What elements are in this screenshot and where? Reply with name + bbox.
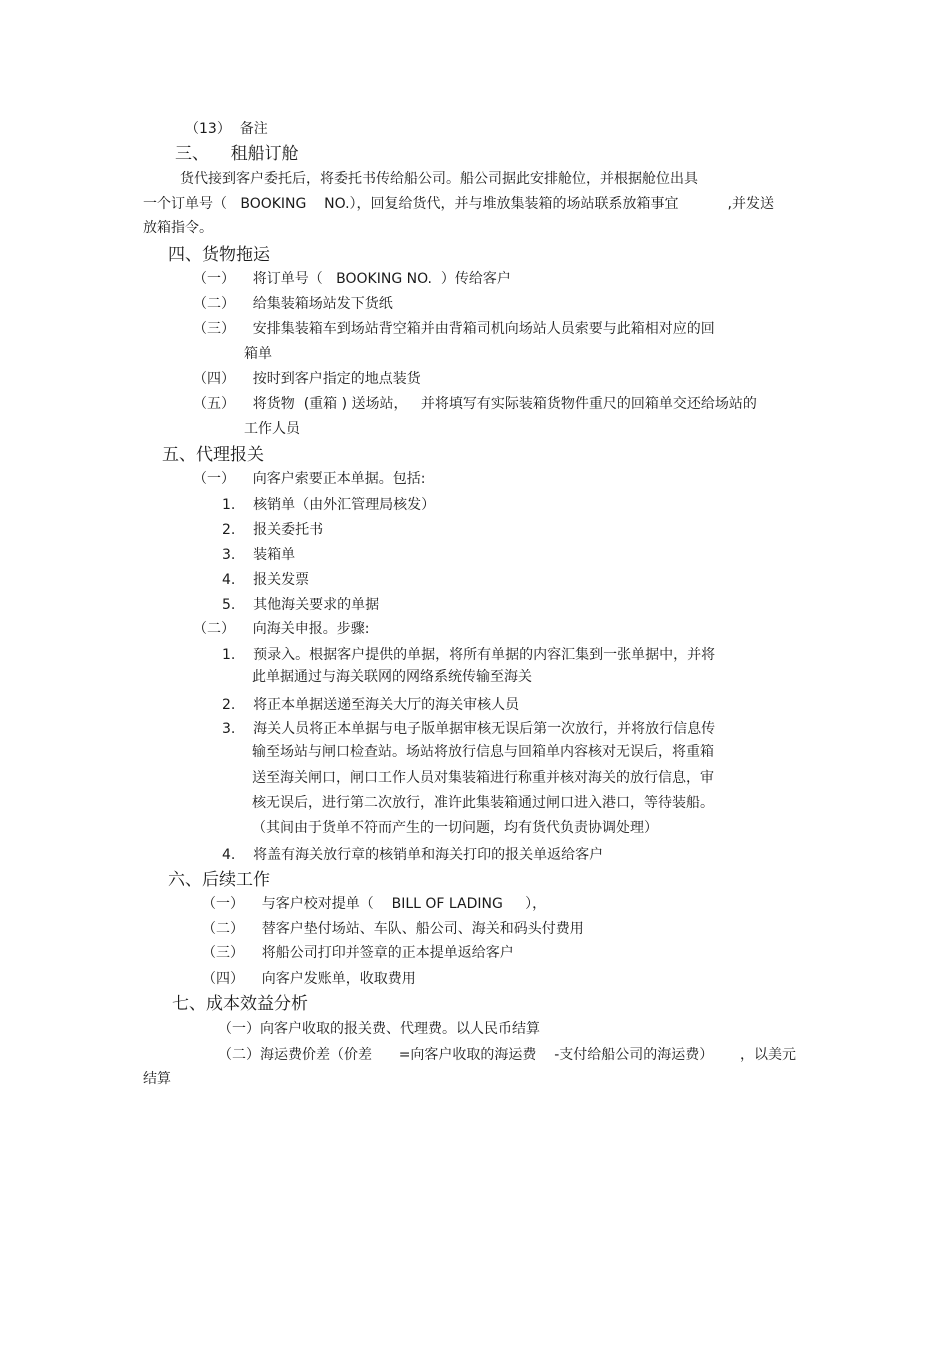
- list-item: （一）向客户收取的报关费、代理费。以人民币结算: [218, 1021, 540, 1037]
- section-4-heading: 四、货物拖运: [168, 245, 270, 265]
- paragraph-line: 一个订单号（ BOOKING NO.），回复给货代，并与堆放集装箱的场站联系放箱事宜 ,并发送: [143, 196, 774, 212]
- list-item: （三） 将船公司打印并签章的正本提单返给客户: [202, 945, 514, 961]
- list-item: （一） 与客户校对提单（ BILL OF LADING ），: [202, 896, 547, 912]
- list-item: 2. 将正本单据送递至海关大厅的海关审核人员: [222, 697, 520, 713]
- list-item: （三） 安排集装箱车到场站背空箱并由背箱司机向场站人员索要与此箱相对应的回: [193, 321, 715, 337]
- list-item: （二） 给集装箱场站发下货纸: [193, 296, 393, 312]
- list-item-continuation: （其间由于货单不符而产生的一切问题，均有货代负责协调处理）: [252, 820, 658, 836]
- list-item: （五） 将货物 (重箱 ) 送场站， 并将填写有实际装箱货物件重尺的回箱单交还给场站的: [193, 396, 757, 412]
- section-5-heading: 五、代理报关: [162, 445, 264, 465]
- list-item: （四） 按时到客户指定的地点装货: [193, 371, 421, 387]
- list-item: （二）海运费价差（价差 =向客户收取的海运费 -支付给船公司的海运费） ，以美元: [218, 1047, 796, 1063]
- list-item: （二） 向海关申报。步骤:: [193, 621, 370, 637]
- section-3-heading: 三、 租船订舱: [175, 144, 299, 164]
- list-item: （四） 向客户发账单，收取费用: [202, 971, 416, 987]
- list-item-continuation: 输至场站与闸口检查站。场站将放行信息与回箱单内容核对无误后，将重箱: [252, 744, 714, 760]
- list-item: 1. 预录入。根据客户提供的单据，将所有单据的内容汇集到一张单据中，并将: [222, 647, 716, 663]
- list-item: （一） 向客户索要正本单据。包括:: [193, 471, 426, 487]
- list-item: 5. 其他海关要求的单据: [222, 597, 380, 613]
- item-13-remarks: （13） 备注: [185, 121, 268, 137]
- list-item: 4. 将盖有海关放行章的核销单和海关打印的报关单返给客户: [222, 847, 604, 863]
- list-item-continuation: 核无误后，进行第二次放行，准许此集装箱通过闸口进入港口，等待装船。: [252, 795, 714, 811]
- list-item: 2. 报关委托书: [222, 522, 324, 538]
- list-item-continuation: 工作人员: [244, 421, 300, 437]
- list-item: （一） 将订单号（ BOOKING NO. ）传给客户: [193, 271, 511, 287]
- paragraph-line: 放箱指令。: [143, 220, 213, 236]
- section-6-heading: 六、后续工作: [168, 870, 270, 890]
- list-item-continuation: 结算: [143, 1071, 171, 1087]
- list-item: 3. 海关人员将正本单据与电子版单据审核无误后第一次放行，并将放行信息传: [222, 721, 716, 737]
- list-item-continuation: 箱单: [244, 346, 272, 362]
- list-item: （二） 替客户垫付场站、车队、船公司、海关和码头付费用: [202, 921, 584, 937]
- section-7-heading: 七、成本效益分析: [172, 994, 308, 1014]
- list-item-continuation: 送至海关闸口，闸口工作人员对集装箱进行称重并核对海关的放行信息，审: [252, 770, 714, 786]
- list-item-continuation: 此单据通过与海关联网的网络系统传输至海关: [252, 669, 532, 685]
- list-item: 4. 报关发票: [222, 572, 310, 588]
- list-item: 3. 装箱单: [222, 547, 296, 563]
- list-item: 1. 核销单（由外汇管理局核发）: [222, 497, 436, 513]
- paragraph-line: 货代接到客户委托后，将委托书传给船公司。船公司据此安排舱位，并根据舱位出具: [180, 171, 698, 187]
